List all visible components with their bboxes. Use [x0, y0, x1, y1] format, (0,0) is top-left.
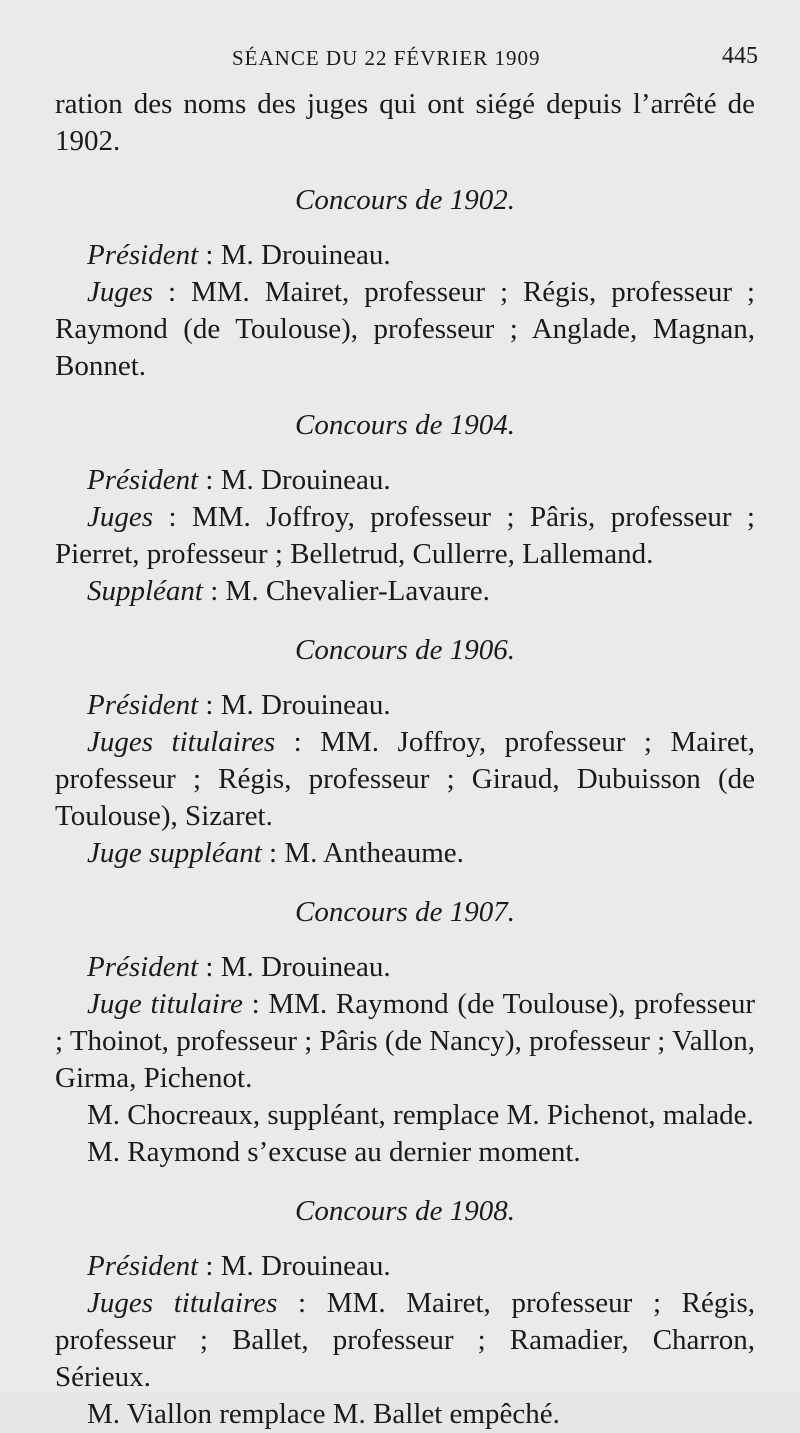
note-line	[55, 1396, 755, 1433]
role-label: Président	[87, 689, 199, 721]
running-head	[0, 40, 800, 74]
role-label: Juges titulaires	[87, 1287, 278, 1319]
section-1908	[55, 1193, 755, 1433]
role-label: Suppléant	[87, 575, 203, 607]
role-text: : MM. Joffroy, professeur ; Mairet, professeur ; Régis, professeur ; Giraud, Dubuisson (de Toulouse), Sizaret.	[55, 726, 756, 832]
role-text: : M. Drouineau.	[198, 239, 391, 271]
substitute-line	[55, 835, 755, 872]
role-label: Président	[87, 951, 199, 983]
page-number: 445	[722, 43, 758, 69]
role-text: : M. Drouineau.	[198, 1250, 391, 1282]
section-1902	[55, 182, 755, 385]
judges-line	[55, 274, 755, 385]
role-text: : M. Drouineau.	[198, 464, 391, 496]
role-text: : MM. Joffroy, professeur ; Pâris, professeur ; Pierret, professeur ; Belletrud, Cullerre, Lallemand.	[55, 501, 755, 570]
president-line	[55, 687, 755, 724]
running-head-title: SÉANCE DU 22 FÉVRIER 1909	[232, 46, 541, 70]
note-text: M. Chocreaux, suppléant, remplace M. Pichenot, malade.	[87, 1099, 754, 1131]
role-text: : M. Chevalier-Lavaure.	[203, 575, 490, 607]
judges-line	[55, 724, 755, 835]
role-text: : MM. Mairet, professeur ; Régis, professeur ; Ballet, professeur ; Ramadier, Charron, Sérieux.	[55, 1287, 755, 1393]
role-label: Juges	[87, 276, 154, 308]
section-heading: Concours de 1904.	[295, 409, 515, 441]
section-heading: Concours de 1902.	[295, 184, 515, 216]
role-label: Juges titulaires	[87, 726, 276, 758]
president-line	[55, 949, 755, 986]
role-label: Président	[87, 239, 199, 271]
president-line	[55, 1248, 755, 1285]
judges-line	[55, 986, 755, 1097]
section-heading: Concours de 1907.	[295, 896, 515, 928]
president-line	[55, 237, 755, 274]
note-text: M. Viallon remplace M. Ballet empêché.	[87, 1398, 560, 1430]
section-heading: Concours de 1908.	[295, 1195, 515, 1227]
role-text: : MM. Raymond (de Toulouse), professeur ; Thoinot, professeur ; Pâris (de Nancy), professeur ; Vallon, Girma, Pichenot.	[55, 988, 755, 1094]
section-1904	[55, 407, 755, 610]
role-text: : M. Drouineau.	[198, 951, 391, 983]
note-line	[55, 1097, 755, 1134]
note-text: M. Raymond s’excuse au dernier moment.	[87, 1136, 581, 1168]
role-label: Juge titulaire	[87, 988, 243, 1020]
president-line	[55, 462, 755, 499]
judges-line	[55, 1285, 755, 1396]
role-text: : M. Drouineau.	[198, 689, 391, 721]
role-text: : MM. Mairet, professeur ; Régis, professeur ; Raymond (de Toulouse), professeur ; Anglade, Magnan, Bonnet.	[55, 276, 755, 382]
role-label: Juges	[87, 501, 154, 533]
note-line	[55, 1134, 755, 1171]
intro-paragraph: ration des noms des juges qui ont siégé depuis l’arrêté de 1902.	[55, 88, 755, 157]
role-label: Président	[87, 464, 199, 496]
section-heading: Concours de 1906.	[295, 634, 515, 666]
section-1907	[55, 894, 755, 1171]
substitute-line	[55, 573, 755, 610]
role-text: : M. Antheaume.	[261, 837, 464, 869]
role-label: Président	[87, 1250, 199, 1282]
section-1906	[55, 632, 755, 872]
role-label: Juge suppléant	[87, 837, 262, 869]
page-body	[55, 86, 755, 1433]
judges-line	[55, 499, 755, 573]
